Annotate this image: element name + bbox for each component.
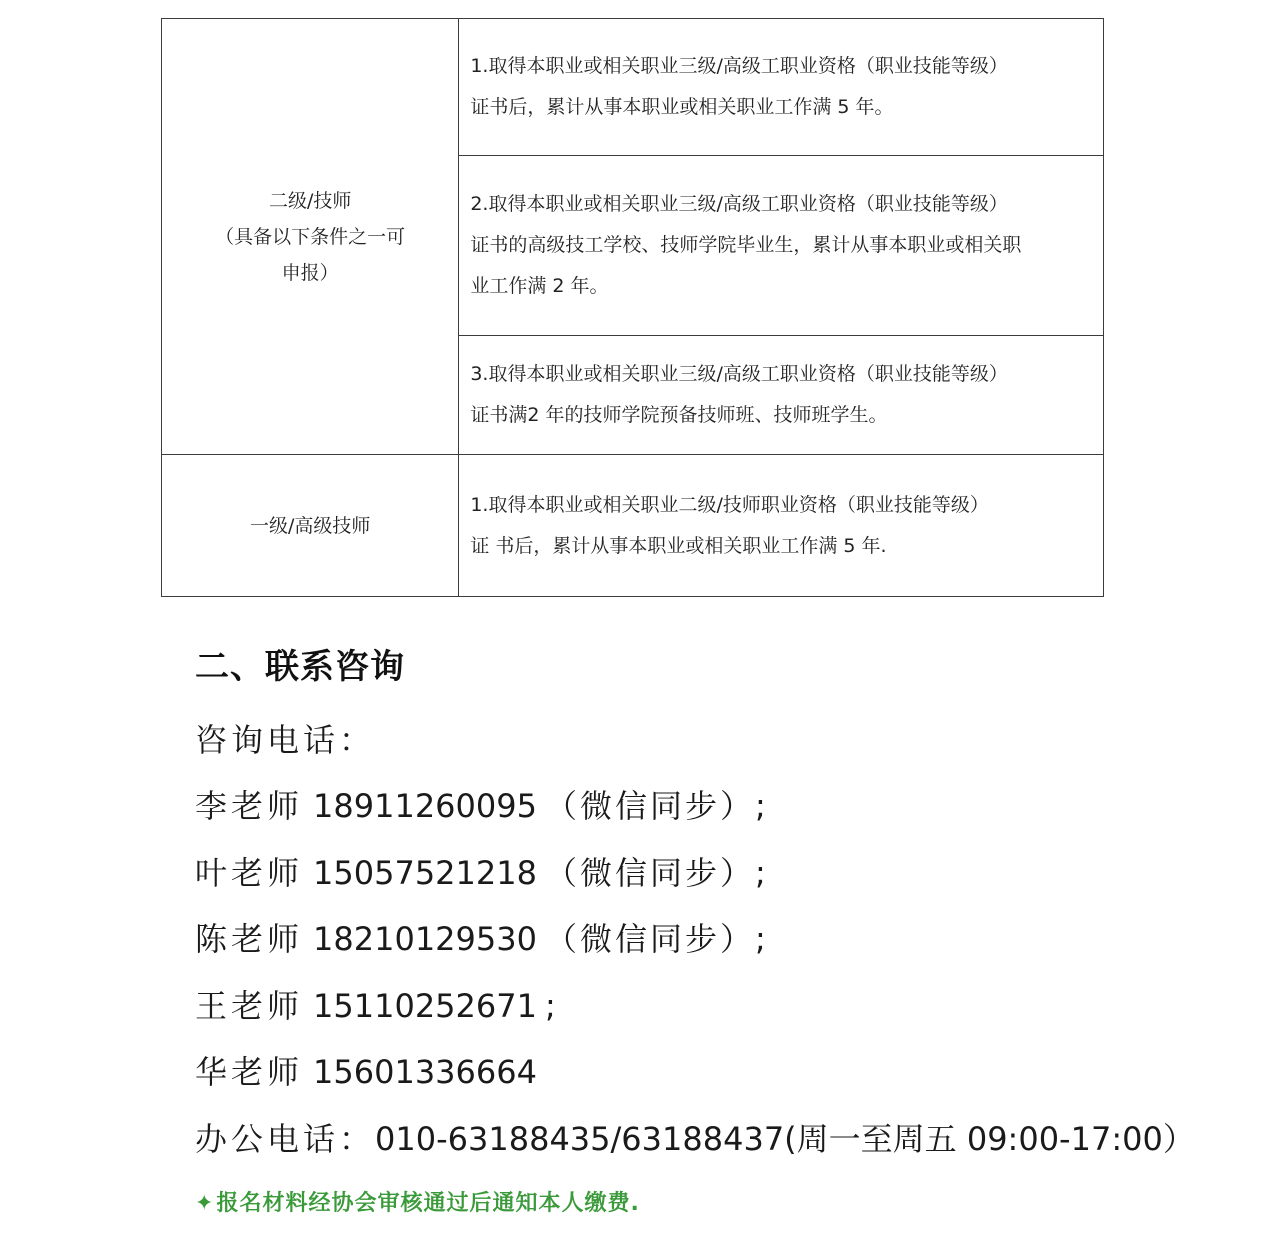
level-line: （具备以下条件之一可 [215,225,406,248]
teacher-name: 叶老师 [195,853,304,892]
teacher-name: 陈老师 [195,920,304,958]
wechat-note: （微信同步）; [544,920,769,958]
office-phone-line [195,1106,1195,1172]
phone-number[interactable]: 15057521218 [313,853,537,892]
condition-line: 证书满2 年的技师学院预备技师班、技师班学生。 [470,404,888,426]
condition-line: 证 书后，累计从事本职业或相关职业工作满 5 年. [470,534,887,557]
teacher-name: 李老师 [195,787,304,825]
condition-line: 2.取得本职业或相关职业三级/高级工职业资格（职业技能等级） [470,193,1008,215]
condition-line: 业工作满 2 年。 [470,275,609,297]
contact-section [195,640,1195,1172]
notice-text: 报名材料经协会审核通过后通知本人缴费. [216,1191,640,1216]
condition-line: 1.取得本职业或相关职业三级/高级工职业资格（职业技能等级） [470,55,1008,77]
office-phone-value[interactable]: 010-63188435/63188437(周一至周五 09:00-17:00） [375,1119,1195,1158]
phone-number[interactable]: 15110252671 [313,986,537,1025]
level-line: 二级/技师 [268,189,352,212]
section-heading: 二、联系咨询 [195,647,405,687]
contact-line [195,906,1195,973]
condition-cell [459,336,1104,455]
sparkle-icon: ✦ [195,1191,215,1216]
condition-line: 证书的高级技工学校、技师学院毕业生，累计从事本职业或相关职 [470,234,1022,256]
office-phone-label: 办公电话： [195,1119,376,1158]
phone-number[interactable]: 15601336664 [313,1053,537,1091]
level-cell-technician [162,19,459,455]
table-row [162,455,1104,597]
contact-line [195,840,1195,907]
condition-cell [459,156,1104,336]
payment-notice [195,1186,640,1217]
condition-line: 1.取得本职业或相关职业二级/技师职业资格（职业技能等级） [470,493,989,516]
wechat-note: （微信同步）; [544,853,769,892]
contact-line [195,973,1195,1040]
level-line: 申报） [281,261,339,284]
teacher-name: 王老师 [195,986,304,1025]
phone-number[interactable]: 18210129530 [313,920,537,958]
contact-line [195,1039,1195,1106]
level-line: 一级/高级技师 [249,514,371,537]
table-row [162,19,1104,156]
condition-cell [459,455,1104,597]
wechat-note: ; [544,986,559,1025]
contact-line [195,773,1195,840]
level-cell-senior-technician [162,455,459,597]
phone-number[interactable]: 18911260095 [313,787,537,825]
wechat-note: （微信同步）; [544,787,769,825]
requirements-table [161,18,1104,597]
condition-line: 证书后，累计从事本职业或相关职业工作满 5 年。 [470,96,894,118]
condition-cell [459,19,1104,156]
teacher-name: 华老师 [195,1053,304,1091]
consult-phone-label: 咨询电话： [195,721,376,759]
condition-line: 3.取得本职业或相关职业三级/高级工职业资格（职业技能等级） [470,363,1008,385]
